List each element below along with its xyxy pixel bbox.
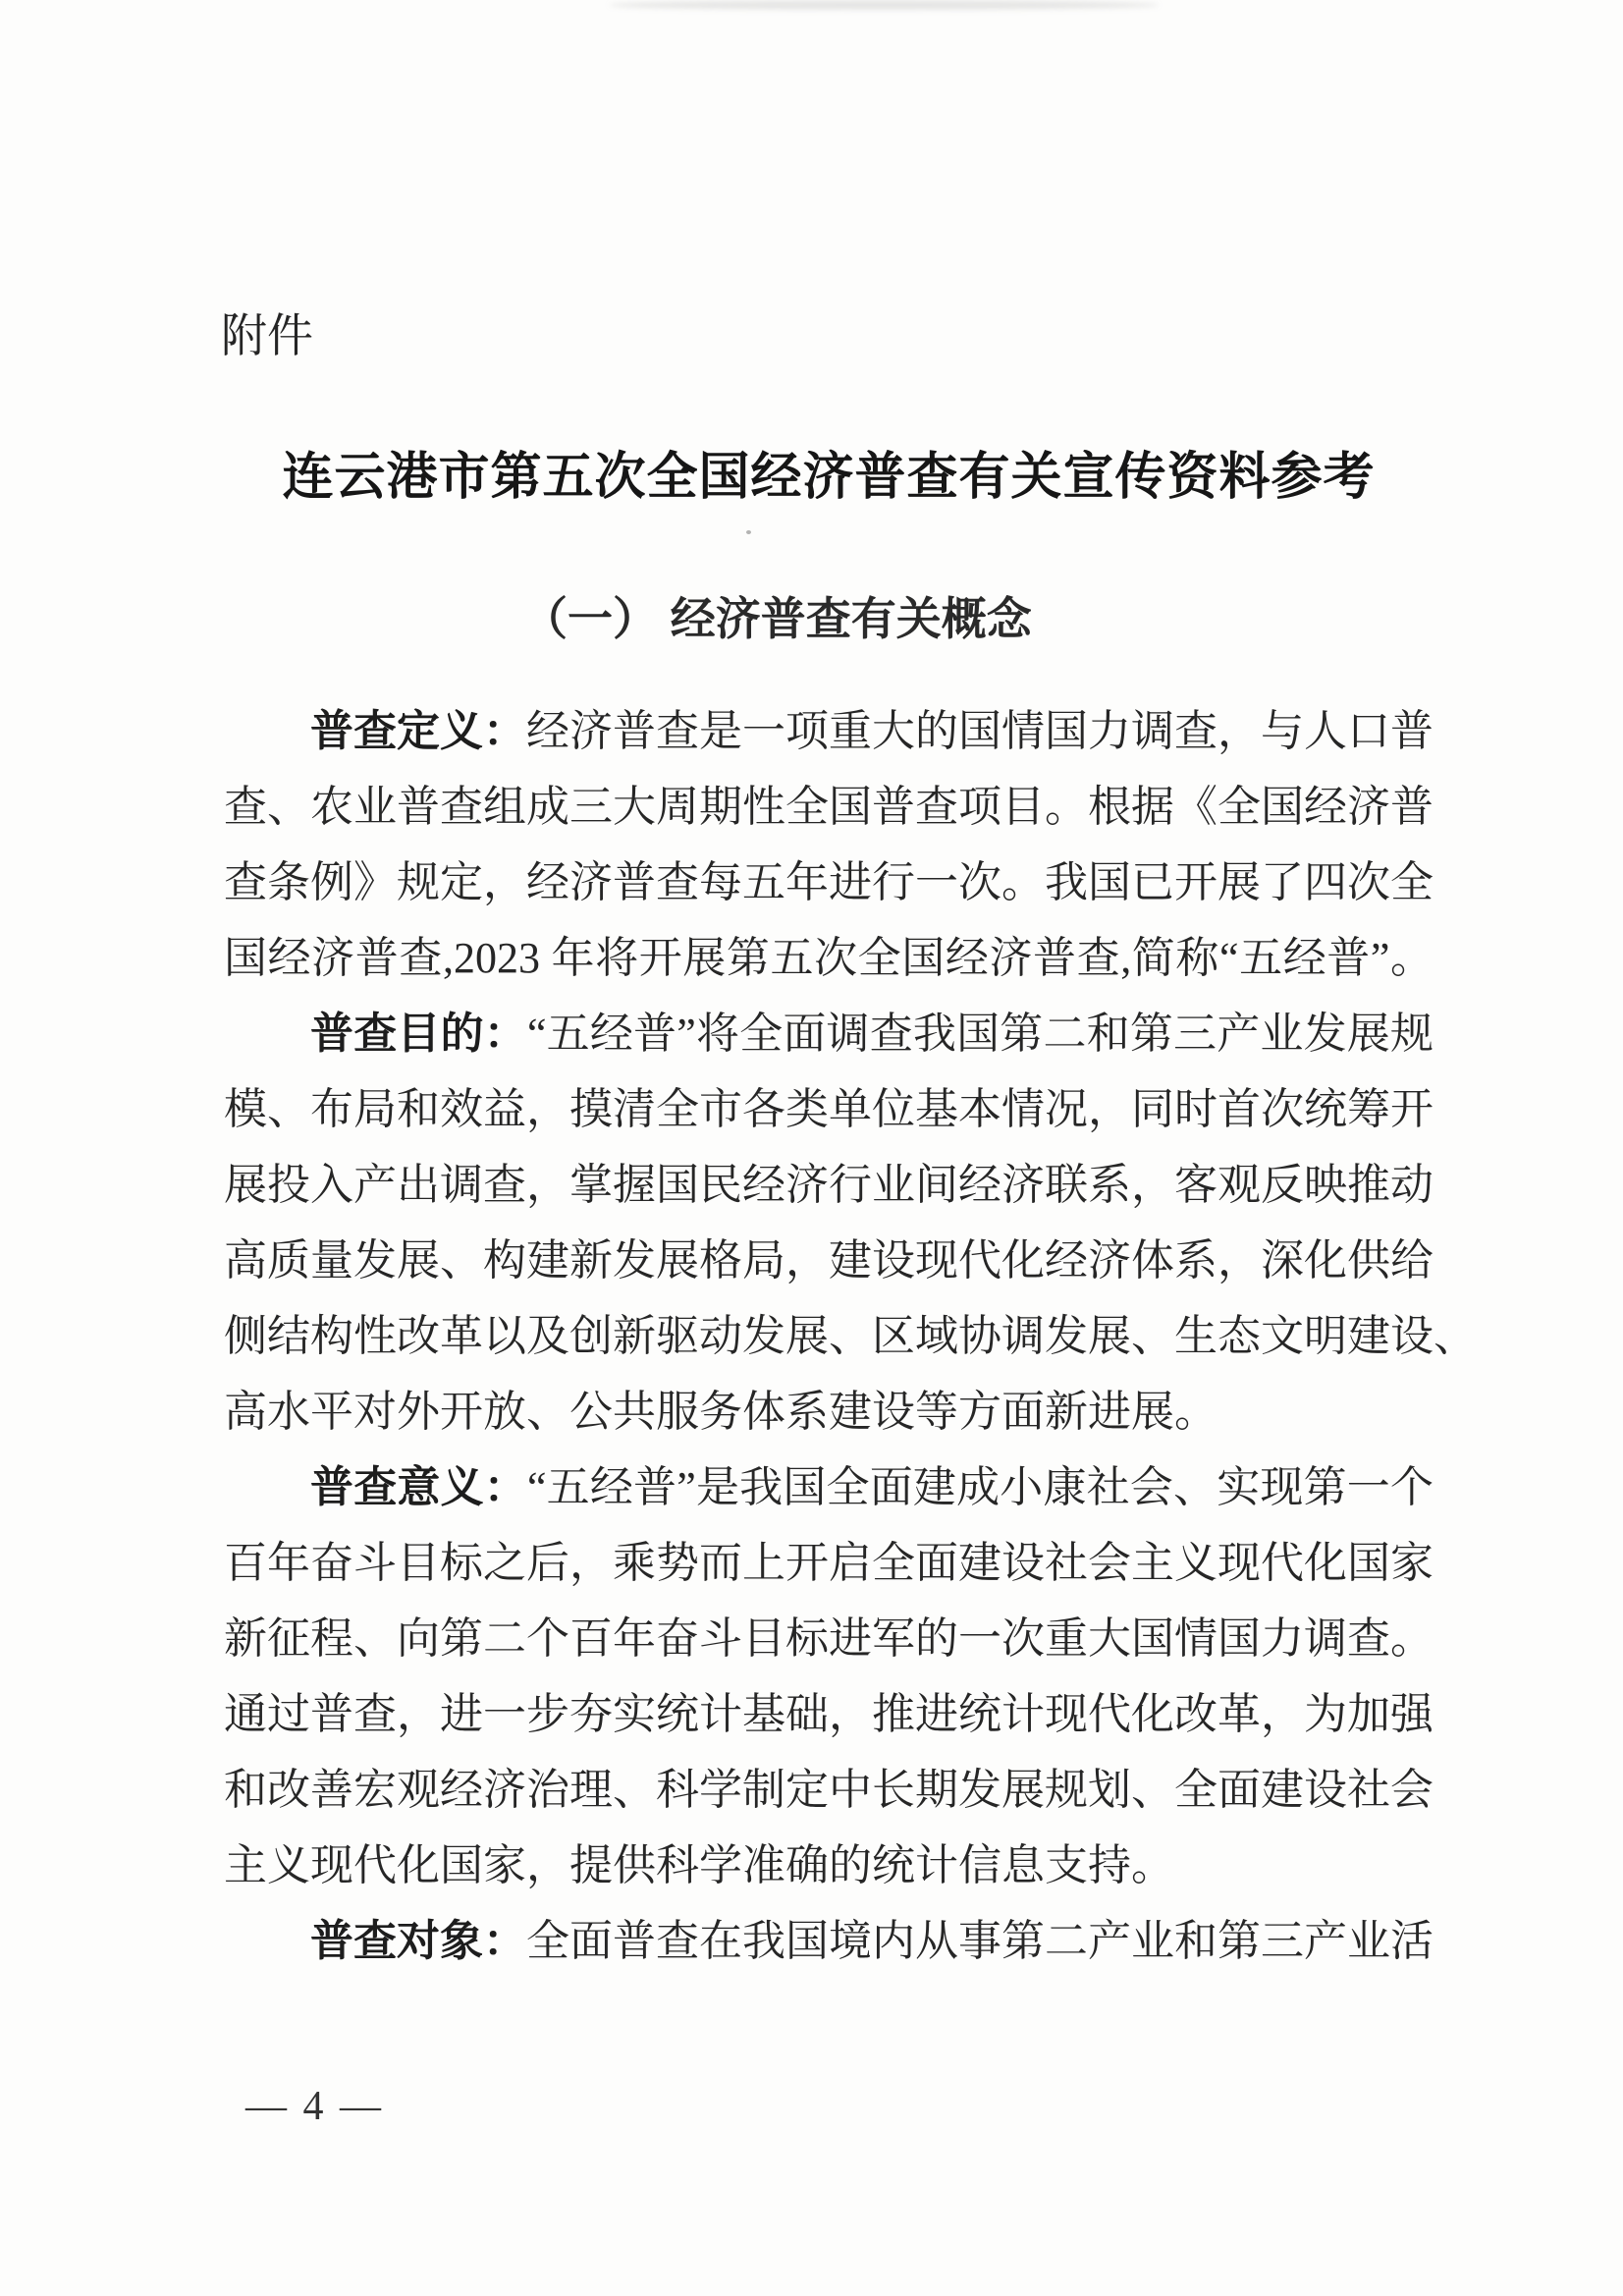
scan-artifact-smudge [609,0,1159,10]
paragraph-definition [224,693,1434,996]
text-line: 查条例》规定，经济普查每五年进行一次。我国已开展了四次全 [224,858,1434,906]
text-line: 和改善宏观经济治理、科学制定中长期发展规划、全面建设社会 [224,1766,1434,1814]
paragraph-text: “五经普”是我国全面建成小康社会、实现第一个 [526,1463,1434,1511]
paragraph-text: 全面普查在我国境内从事第二产业和第三产业活 [526,1917,1434,1965]
scan-artifact-dot [746,530,751,534]
text-line: 通过普查，进一步夯实统计基础，推进统计现代化改革，为加强 [224,1690,1434,1738]
paragraph-text: 经济普查是一项重大的国情国力调查，与人口普 [526,707,1434,755]
text-line: 新征程、向第二个百年奋斗目标进军的一次重大国情国力调查。 [224,1614,1434,1663]
text-line: 侧结构性改革以及创新驱动发展、区域协调发展、生态文明建设、 [224,1312,1477,1360]
text-line: 高水平对外开放、公共服务体系建设等方面新进展。 [224,1388,1217,1436]
attachment-label: 附件 [221,311,313,362]
text-line [224,1903,1434,1979]
paragraph-subjects [224,1903,1434,1979]
text-line: 高质量发展、构建新发展格局，建设现代化经济体系，深化供给 [224,1236,1434,1285]
paragraph-text: “五经普”将全面调查我国第二和第三产业发展规 [526,1010,1434,1058]
section-heading: （一） 经济普查有关概念 [522,593,1032,644]
paragraph-label: 普查目的： [310,1010,527,1058]
text-line: 查、农业普查组成三大周期性全国普查项目。根据《全国经济普 [224,783,1434,831]
text-line [224,1449,1434,1525]
paragraph-purpose [224,996,1477,1449]
paragraph-label: 普查对象： [310,1917,526,1965]
paragraph-significance [224,1449,1434,1903]
text-line: 展投入产出调查，掌握国民经济行业间经济联系，客观反映推动 [224,1161,1434,1209]
text-line: 主义现代化国家，提供科学准确的统计信息支持。 [224,1841,1174,1889]
document-body [224,693,1477,1979]
text-line: 百年奋斗目标之后，乘势而上开启全面建设社会主义现代化国家 [224,1539,1434,1587]
text-line: 国经济普查,2023 年将开展第五次全国经济普查,简称“五经普”。 [224,934,1434,982]
text-line: 模、布局和效益，摸清全市各类单位基本情况，同时首次统筹开 [224,1085,1434,1133]
page-number: — 4 — [245,2084,384,2129]
paragraph-label: 普查意义： [310,1463,527,1511]
document-title: 连云港市第五次全国经济普查有关宣传资料参考 [282,450,1376,506]
paragraph-label: 普查定义： [310,707,526,755]
text-line [224,996,1434,1071]
text-line [224,693,1434,769]
